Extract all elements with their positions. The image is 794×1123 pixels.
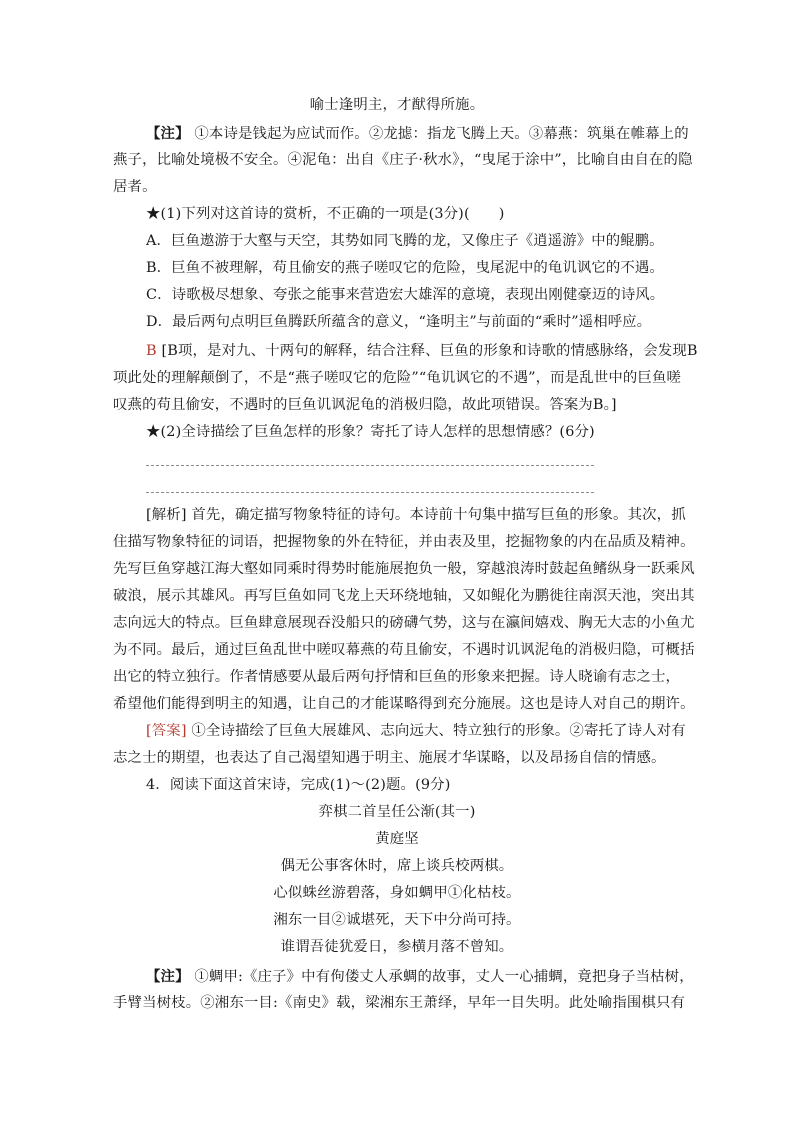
note-label: 【注】 bbox=[146, 125, 190, 142]
note-2-text: ①蜩甲:《庄子》中有佝偻丈人承蜩的故事，丈人一心捕蜩，竟把身子当枯树， bbox=[194, 969, 694, 985]
poem-verse-1: 偶无公事客休时，席上谈兵校两棋。 bbox=[280, 858, 514, 874]
note-text: ①本诗是钱起为应试而作。②龙摅：指龙飞腾上天。③幕燕：筑巢在帷幕上的 bbox=[194, 126, 689, 142]
explanation-text: [B项，是对九、十两句的解释，结合注释、巨鱼的形象和诗歌的情感脉络，会发现B bbox=[161, 343, 698, 359]
poem-verse-2: 心似蛛丝游碧落，身如蜩甲①化枯枝。 bbox=[273, 885, 521, 901]
poem-author: 黄庭坚 bbox=[375, 831, 419, 847]
analysis-line-6: 为不同。最后，通过巨鱼乱世中嗟叹幕燕的苟且偷安，不遇时讥讽泥龟的消极归隐，可概括 bbox=[113, 642, 695, 658]
analysis-line-8: 希望他们能得到明主的知遇，让自己的才能谋略得到充分施展。这也是诗人对自己的期许。 bbox=[113, 696, 695, 712]
option-c: C．诗歌极尽想象、夸张之能事来营造宏大雄浑的意境，表现出刚健豪迈的诗风。 bbox=[146, 287, 665, 303]
answer-text: ①全诗描绘了巨鱼大展雄风、志向远大、特立独行的形象。②寄托了诗人对有 bbox=[191, 723, 686, 739]
poem-verse-4: 谁谓吾徒犹爱日，参横月落不曾知。 bbox=[280, 939, 514, 955]
answer-blank-line-1 bbox=[146, 465, 594, 466]
analysis-label: [解析] bbox=[146, 507, 187, 523]
analysis-text: 首先，确定描写物象特征的诗句。本诗前十句集中描写巨鱼的形象。其次，抓 bbox=[191, 507, 686, 523]
note-2-line-1 bbox=[146, 963, 694, 991]
explanation-line-2: 项此处的理解颠倒了，不是“燕子嗟叹它的危险”“龟讥讽它的不遇”，而是乱世中的巨鱼嗟 bbox=[113, 370, 682, 386]
explanation-line-3: 叹燕的苟且偷安，不遇时的巨鱼讥讽泥龟的消极归隐，故此项错误。答案为B。] bbox=[113, 397, 617, 413]
analysis-line-3: 先写巨鱼穿越江海大壑如同乘时得势时能施展抱负一般，穿越浪涛时鼓起鱼鳍纵身一跃乘风 bbox=[113, 561, 695, 577]
explanation-line-1 bbox=[146, 338, 698, 365]
poem-title: 弈棋二首呈任公渐(其一) bbox=[318, 804, 476, 820]
poem-last-line: 喻士逢明主，才猷得所施。 bbox=[309, 97, 485, 113]
analysis-line-4: 破浪，展示其雄风。再写巨鱼如同飞龙上天环绕地轴，又如鲲化为鹏徙往南溟天池，突出其 bbox=[113, 588, 695, 604]
answer-line-1 bbox=[146, 718, 686, 745]
poem-verse-3: 湘东一目②诚堪死，天下中分尚可持。 bbox=[273, 912, 521, 928]
analysis-line-7: 出它的特立独行。作者情感要从最后两句抒情和巨鱼的形象来把握。诗人晓谕有志之士， bbox=[113, 669, 681, 685]
question-2-stem: ★(2)全诗描绘了巨鱼怎样的形象？寄托了诗人怎样的思想情感？(6分) bbox=[146, 424, 595, 440]
answer-line-2: 志之士的期望，也表达了自己渴望知遇于明主、施展才华谋略，以及昂扬自信的情感。 bbox=[113, 750, 666, 766]
question-1-stem: ★(1)下列对这首诗的赏析，不正确的一项是(3分)( ) bbox=[146, 206, 505, 222]
note-1-line-1 bbox=[146, 120, 689, 148]
note-1-line-2: 燕子，比喻处境极不安全。④泥龟：出自《庄子·秋水》，“曳尾于涂中”，比喻自由自在的隐 bbox=[113, 152, 693, 168]
answer-blank-line-2 bbox=[146, 492, 594, 493]
analysis-line-2: 住描写物象特征的词语，把握物象的外在特征，并由表及里，挖掘物象的内在品质及精神。 bbox=[113, 534, 695, 550]
answer-label: [答案] bbox=[146, 723, 187, 739]
note-1-line-3: 居者。 bbox=[113, 179, 157, 195]
option-d: D．最后两句点明巨鱼腾跃所蕴含的意义，“逢明主”与前面的“乘时”遥相呼应。 bbox=[146, 314, 652, 330]
option-b: B．巨鱼不被理解，苟且偷安的燕子嗟叹它的危险，曳尾泥中的龟讥讽它的不遇。 bbox=[146, 260, 664, 276]
question-4-stem: 4．阅读下面这首宋诗，完成(1)～(2)题。(9分) bbox=[146, 777, 451, 793]
note-2-label: 【注】 bbox=[146, 968, 190, 985]
option-a: A．巨鱼遨游于大壑与天空，其势如同飞腾的龙，又像庄子《逍遥游》中的鲲鹏。 bbox=[146, 233, 664, 249]
note-2-line-2: 手臂当树枝。②湘东一目:《南史》载，梁湘东王萧绎，早年一目失明。此处喻指围棋只有 bbox=[113, 995, 686, 1011]
answer-letter: B bbox=[146, 343, 157, 359]
analysis-line-5: 志向远大的特点。巨鱼肆意展现吞没船只的磅礴气势，这与在瀛间嬉戏、胸无大志的小鱼尤 bbox=[113, 615, 695, 631]
analysis-line-1 bbox=[146, 502, 686, 529]
